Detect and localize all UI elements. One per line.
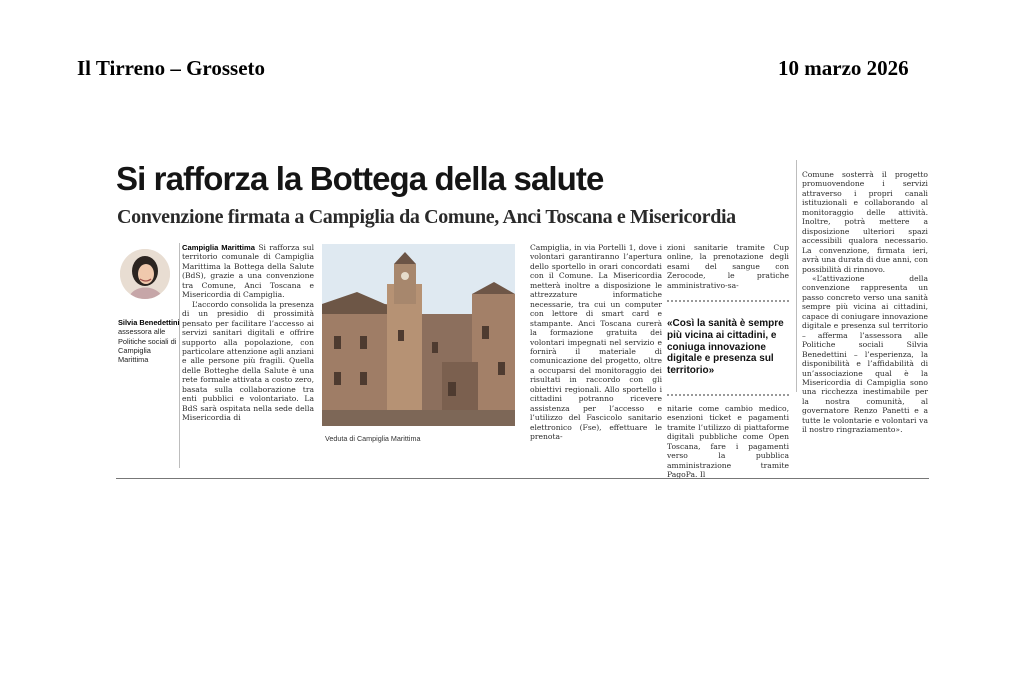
article-column-1 xyxy=(182,243,314,423)
publication-date: 10 marzo 2026 xyxy=(778,56,909,80)
author-credit xyxy=(118,318,180,364)
paragraph: L’accordo consolida la presenza di un presidio di prossimità pensato per facilitare l’accesso ai servizi sanitari digitali e offrire supporto alla popolazione, con particolare attenzione agli anziani e alle persone più fragili. Quella delle Botteghe della Salute è una rete formale attivata a costo zero, basata sulla collaborazione tra enti pubblici e volontariato. La BdS sarà ospitata nella sede della Misericordia di xyxy=(182,299,314,423)
article-photo xyxy=(322,244,515,426)
newspaper-clipping xyxy=(112,158,932,483)
town-photo xyxy=(322,244,515,426)
article-column-2 xyxy=(530,243,662,442)
page-header xyxy=(0,56,1024,80)
paragraph: «L’attivazione della convenzione rappresenta un passo concreto verso una sanità sempre più vicina ai cittadini, capace di coniugare innovazione digitale e presenza sul territorio – afferma l’assessora alle Politiche sociali Silvia Benedettini – l’esperienza, la disponibilità e l’affidabilità di un’associazione qual è la Misericordia di Campiglia sono una ricchezza inestimabile per la nostra comunità, al governatore Renzo Panetti e a tutte le volontarie e volontari va il nostro ringraziamento». xyxy=(802,273,928,435)
article-subheadline: Convenzione firmata a Campiglia da Comune, Anci Toscana e Misericordia xyxy=(117,206,736,228)
paragraph-text: Si rafforza sul territorio comunale di Campiglia Marittima la Bottega della Salute (BdS), grazie a una convenzione tra Comune, Anci Toscana e Misericordia di Campiglia. xyxy=(182,243,314,300)
article-headline: Si rafforza la Bottega della salute xyxy=(116,160,604,197)
dateline: Campiglia Marittima xyxy=(182,243,256,252)
column-rule xyxy=(179,243,180,468)
author-portrait xyxy=(120,249,170,299)
publication-name: Il Tirreno – Grosseto xyxy=(77,56,266,80)
quote-divider xyxy=(667,300,789,302)
paragraph: nitarie come cambio medico, esenzioni ticket e pagamenti tramite l’utilizzo di piattaforme digitali pubbliche come Open Toscana, fare i pagamenti verso la pubblica amministrazione tramite PagoPa. Il xyxy=(667,404,789,480)
portrait-image xyxy=(120,249,170,299)
article-column-3-bottom xyxy=(667,404,789,480)
paragraph: Comune sosterrà il progetto promuovendone i servizi attraverso i propri canali istituzionali e collaborando al monitoraggio delle attività. Inoltre, potrà mettere a disposizione ulteriori spazi accessibili qualora necessario. La convenzione, firmata ieri, avrà una durata di due anni, con possibilità di rinnovo. xyxy=(802,170,928,274)
author-name: Silvia Benedettini xyxy=(118,318,180,327)
paragraph: Campiglia, in via Portelli 1, dove i volontari garantiranno l’apertura dello sportello in orari concordati con il Comune. La Misericordia metterà inoltre a disposizione le attrezzature informatiche necessarie, tra cui un computer con lettore di smart card e stampante. Anci Toscana curerà la formazione gratuita dei volontari impegnati nel servizio e fornirà il materiale di comunicazione del progetto, oltre a occuparsi del monitoraggio dei risultati in raccordo con gli obiettivi regionali. Allo sportello i cittadini potranno ricevere assistenza per l’accesso e l’utilizzo del Fascicolo sanitario elettronico (Fse), effettuare le prenota- xyxy=(530,243,662,442)
article-column-3-top xyxy=(667,243,789,290)
author-role: assessora alle Politiche sociali di Campiglia Marittima xyxy=(118,327,177,365)
article-column-4 xyxy=(802,170,928,435)
clipping-bottom-rule xyxy=(116,478,929,479)
quote-divider xyxy=(667,394,789,396)
paragraph: zioni sanitarie tramite Cup online, la prenotazione degli esami del sangue con Zerocode, le pratiche amministrativo-sa- xyxy=(667,243,789,290)
paragraph xyxy=(182,243,314,300)
photo-caption: Veduta di Campiglia Marittima xyxy=(325,434,421,443)
pull-quote: «Così la sanità è sempre più vicina ai cittadini, e coniuga innovazione digitale e presenza sul territorio» xyxy=(667,318,784,377)
column-rule xyxy=(796,160,797,392)
